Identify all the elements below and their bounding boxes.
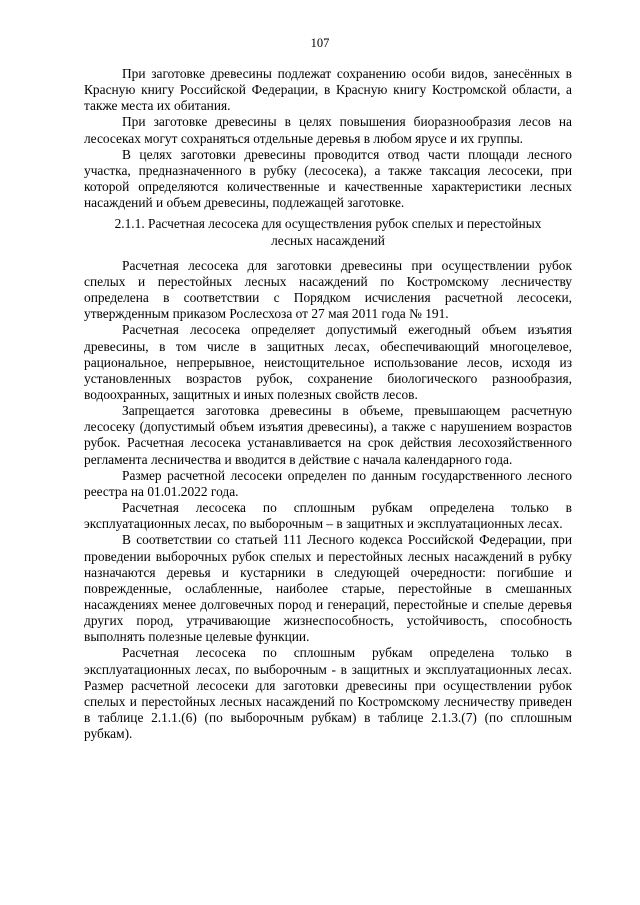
paragraph-forest-code-article-111: В соответствии со статьей 111 Лесного кодекса Российской Федерации, при проведении выборочных рубок спелых и перестойных лесных насаждений в рубку назначаются деревья и кустарники в следующей очередности: погибшие и поврежденные, ослабленные, наиболее старые, перестойные в смешанных насаждениях менее долговечных пород и генераций, перестойные и спелые деревья других пород, утрачивающие жизнеспособность, устойчивость, способность выполнять полезные целевые функции. <box>84 532 572 645</box>
paragraph-biodiversity: При заготовке древесины в целях повышения биоразнообразия лесов на лесосеках могут сохраняться отдельные деревья в любом ярусе и их группы. <box>84 114 572 146</box>
paragraph-tables-reference: Расчетная лесосека по сплошным рубкам определена только в эксплуатационных лесах, по выборочным - в защитных и эксплуатационных лесах. Размер расчетной лесосеки для заготовки древесины при осуществлении рубок спелых и перестойных лесных насаждений по Костромскому лесничеству приведен в таблице 2.1.1.(6) (по выборочным рубкам) в таблице 2.1.3.(7) (по сплошным рубкам). <box>84 645 572 742</box>
page-number: 107 <box>310 36 330 50</box>
paragraph-clear-cut-selective: Расчетная лесосека по сплошным рубкам определена только в эксплуатационных лесах, по выборочным – в защитных и эксплуатационных лесах. <box>84 500 572 532</box>
section-heading-line-2: лесных насаждений <box>271 232 385 248</box>
paragraph-red-book-species: При заготовке древесины подлежат сохранению особи видов, занесённых в Красную книгу Российской Федерации, в Красную книгу Костромской области, а также места их обитания. <box>84 66 572 114</box>
paragraph-forest-registry-date: Размер расчетной лесосеки определен по данным государственного лесного реестра на 01.01.2022 года. <box>84 467 572 499</box>
paragraph-annual-allowable-cut: Расчетная лесосека определяет допустимый ежегодный объем изъятия древесины, в том числе в защитных лесах, обеспечивающий многоцелевое, рациональное, непрерывное, неистощительное использование лесов, исходя из установленных возрастов рубок, сохранение биологического разнообразия, водоохранных, защитных и иных полезных свойств лесов. <box>84 322 572 402</box>
paragraph-cutting-area-allotment: В целях заготовки древесины проводится отвод части площади лесного участка, предназначенного в рубку (лесосека), а также таксация лесосеки, при которой определяются количественные и качественные характеристики лесных насаждений и объем древесины, подлежащей заготовке. <box>84 146 572 211</box>
page-body <box>84 66 572 742</box>
paragraph-calculation-basis: Расчетная лесосека для заготовки древесины при осуществлении рубок спелых и перестойных лесных насаждений по Костромскому лесничеству определена в соответствии с Порядком исчисления расчетной лесосеки, утвержденным приказом Рослесхоза от 27 мая 2011 года № 191. <box>84 257 572 322</box>
section-heading-line-1: 2.1.1. Расчетная лесосека для осуществления рубок спелых и перестойных <box>114 216 542 232</box>
section-heading <box>84 216 572 248</box>
paragraph-cutting-prohibition: Запрещается заготовка древесины в объеме, превышающем расчетную лесосеку (допустимый объем изъятия древесины), а также с нарушением возрастов рубок. Расчетная лесосека устанавливается на срок действия лесохозяйственного регламента лесничества и вводится в действие с начала календарного года. <box>84 403 572 467</box>
